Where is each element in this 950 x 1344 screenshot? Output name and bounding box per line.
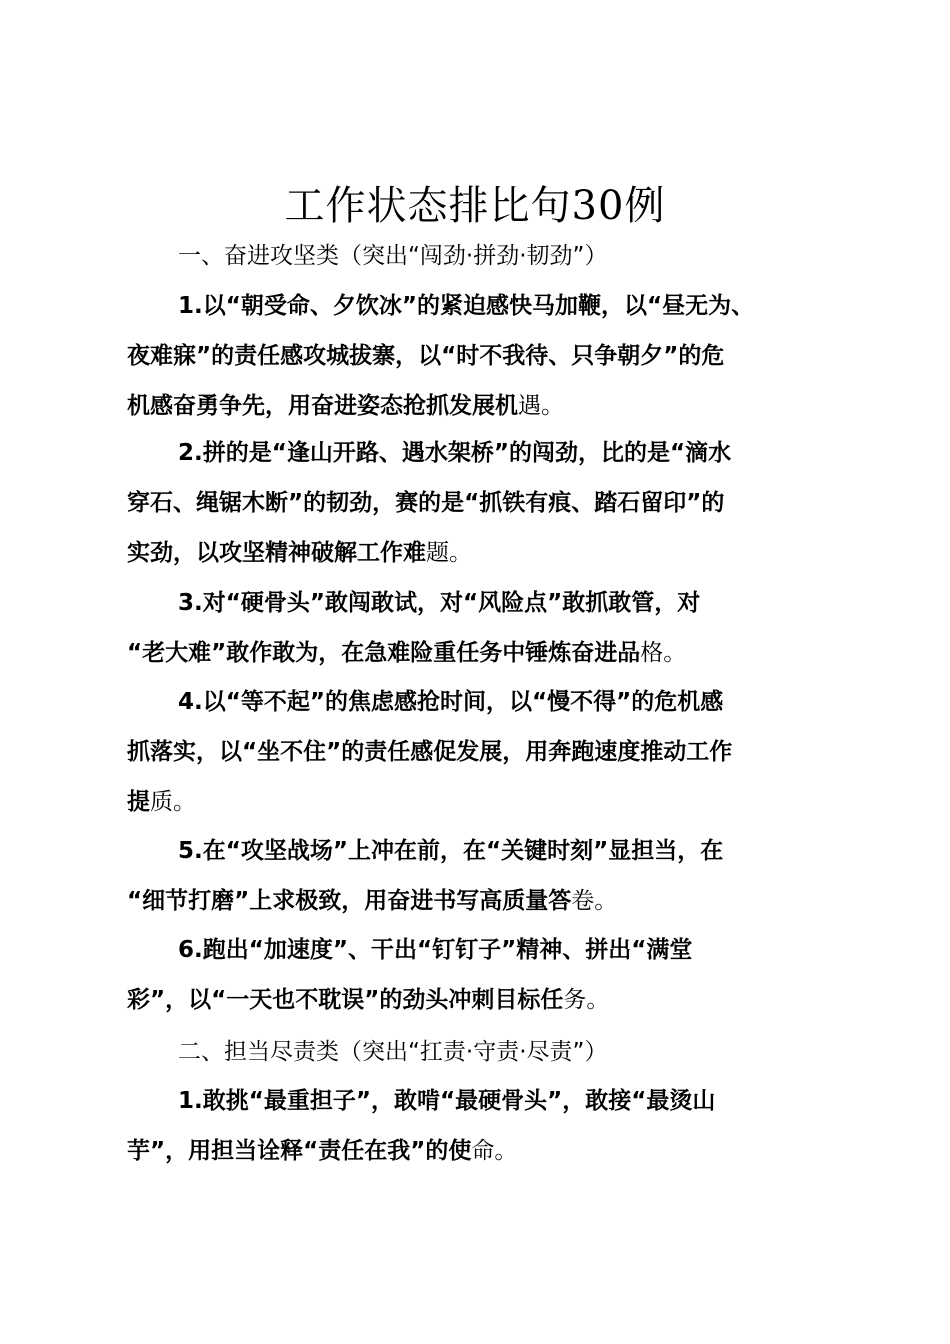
paragraph-item xyxy=(127,281,833,431)
paragraph-line: 机感奋勇争先，用奋进姿态抢抓发展机 xyxy=(127,393,518,419)
paragraph-tail: 质。 xyxy=(150,789,196,815)
paragraph-tail: 题。 xyxy=(426,540,472,566)
paragraph-tail: 命。 xyxy=(471,1138,518,1164)
paragraph-line: 穿石、绳锯木断”的韧劲，赛的是“抓铁有痕、踏石留印”的 xyxy=(127,490,725,516)
paragraph-item xyxy=(127,428,833,578)
paragraph-line: 4.以“等不起”的焦虑感抢时间，以“慢不得”的危机感 xyxy=(178,689,724,715)
paragraph-tail: 卷。 xyxy=(571,888,618,914)
paragraph-line: 2.拼的是“逢山开路、遇水架桥”的闯劲，比的是“滴水 xyxy=(178,440,732,466)
paragraph-item xyxy=(127,578,833,678)
document-title: 工作状态排比句30例 xyxy=(284,183,666,229)
paragraph-line: “老大难”敢作敢为，在急难险重任务中锤炼奋进品 xyxy=(127,640,641,666)
paragraph-line: 提 xyxy=(127,789,150,815)
paragraph-line: 夜难寐”的责任感攻城拔寨，以“时不我待、只争朝夕”的危 xyxy=(127,343,725,369)
paragraph-line: 抓落实，以“坐不住”的责任感促发展，用奔跑速度推动工作 xyxy=(127,739,733,765)
paragraph-line: 彩”，以“一天也不耽误”的劲头冲刺目标任 xyxy=(127,987,564,1013)
section-heading-2: 二、担当尽责类（突出“扛责·守责·尽责”） xyxy=(178,1039,608,1065)
paragraph-line: 实劲，以攻坚精神破解工作难 xyxy=(127,540,426,566)
paragraph-item xyxy=(127,826,833,926)
paragraph-item xyxy=(127,925,833,1025)
paragraph-item xyxy=(127,677,833,827)
paragraph-tail: 务。 xyxy=(563,987,610,1013)
paragraph-line: 5.在“攻坚战场”上冲在前，在“关键时刻”显担当，在 xyxy=(178,838,724,864)
paragraph-line: 芋”，用担当诠释“责任在我”的使 xyxy=(127,1138,472,1164)
paragraph-tail: 格。 xyxy=(640,640,687,666)
paragraph-line: 3.对“硬骨头”敢闯敢试，对“风险点”敢抓敢管，对 xyxy=(178,590,701,616)
paragraph-line: 1.敢挑“最重担子”，敢啃“最硬骨头”，敢接“最烫山 xyxy=(178,1088,716,1114)
paragraph-item xyxy=(127,1076,833,1176)
paragraph-line: “细节打磨”上求极致，用奋进书写高质量答 xyxy=(127,888,572,914)
paragraph-tail: 遇。 xyxy=(518,393,564,419)
section-heading-1: 一、奋进攻坚类（突出“闯劲·拼劲·韧劲”） xyxy=(178,243,608,269)
paragraph-line: 1.以“朝受命、夕饮冰”的紧迫感快马加鞭，以“昼无为、 xyxy=(178,293,755,319)
paragraph-line: 6.跑出“加速度”、干出“钉钉子”精神、拼出“满堂 xyxy=(178,937,693,963)
